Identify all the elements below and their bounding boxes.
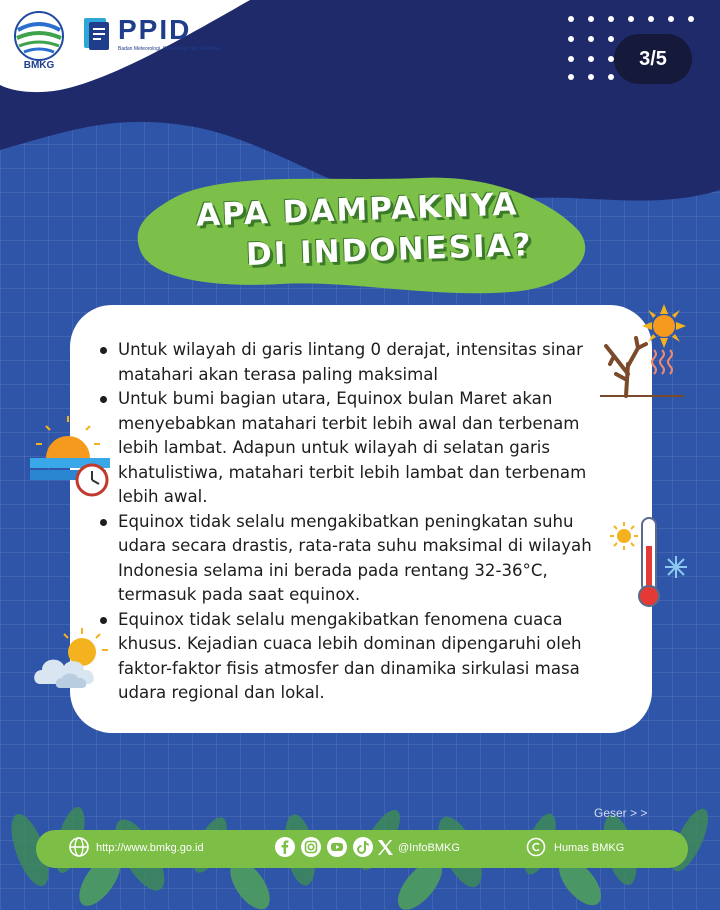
- sun-icon: [610, 522, 638, 550]
- bullet-item: Equinox tidak selalu mengakibatkan fenomena cuaca khusus. Kejadian cuaca lebih dominan dipengaruhi oleh faktor-faktor fisis atmosfer dan dinamika sirkulasi masa udara regional dan lokal.: [96, 608, 612, 706]
- title-line-2: DI INDONESIA?: [245, 227, 534, 273]
- x-icon[interactable]: [376, 836, 394, 858]
- bullet-item: Untuk bumi bagian utara, Equinox bulan Maret akan menyebabkan matahari terbit lebih awal dan terbenam lebih lambat. Adapun untuk wilayah di selatan garis khatulistiwa, matahari terbit lebih lambat dan terbenam lebih awal.: [96, 387, 612, 510]
- next-slide-hint[interactable]: Geser > >: [594, 806, 648, 820]
- sun-cloud-icon: [30, 624, 116, 694]
- copyright-icon: [526, 836, 546, 858]
- ppid-subtitle: Badan Meteorologi, Klimatologi, dan Geofisika: [118, 46, 221, 52]
- ppid-title: PPID: [118, 14, 192, 45]
- facebook-icon[interactable]: [274, 836, 296, 858]
- ppid-logo: [82, 16, 112, 52]
- globe-icon: [68, 836, 90, 858]
- bmkg-logo-text: BMKG: [23, 60, 55, 71]
- website-link[interactable]: http://www.bmkg.go.id: [96, 842, 204, 854]
- page-indicator: 3/5: [614, 34, 692, 84]
- tiktok-icon[interactable]: [352, 836, 374, 858]
- social-handle[interactable]: @InfoBMKG: [398, 842, 460, 854]
- bullet-item: Untuk wilayah di garis lintang 0 derajat, intensitas sinar matahari akan terasa paling maksimal: [96, 338, 612, 387]
- thermometer-icon: [610, 516, 690, 608]
- clock-icon: [74, 462, 110, 498]
- youtube-icon[interactable]: [326, 836, 348, 858]
- heat-waves-icon: [652, 350, 672, 374]
- copyright-holder: Humas BMKG: [554, 842, 625, 854]
- bullet-item: Equinox tidak selalu mengakibatkan peningkatan suhu udara secara drastis, rata-rata suhu maksimal di wilayah Indonesia selama ini berada pada rentang 32-36°C, termasuk pada saat equinox.: [96, 510, 612, 608]
- dead-tree-icon: [596, 334, 688, 400]
- snowflake-icon: [665, 556, 687, 578]
- instagram-icon[interactable]: [300, 836, 322, 858]
- bullet-list: [96, 338, 612, 706]
- title-line-1: APA DAMPAKNYA: [195, 186, 520, 234]
